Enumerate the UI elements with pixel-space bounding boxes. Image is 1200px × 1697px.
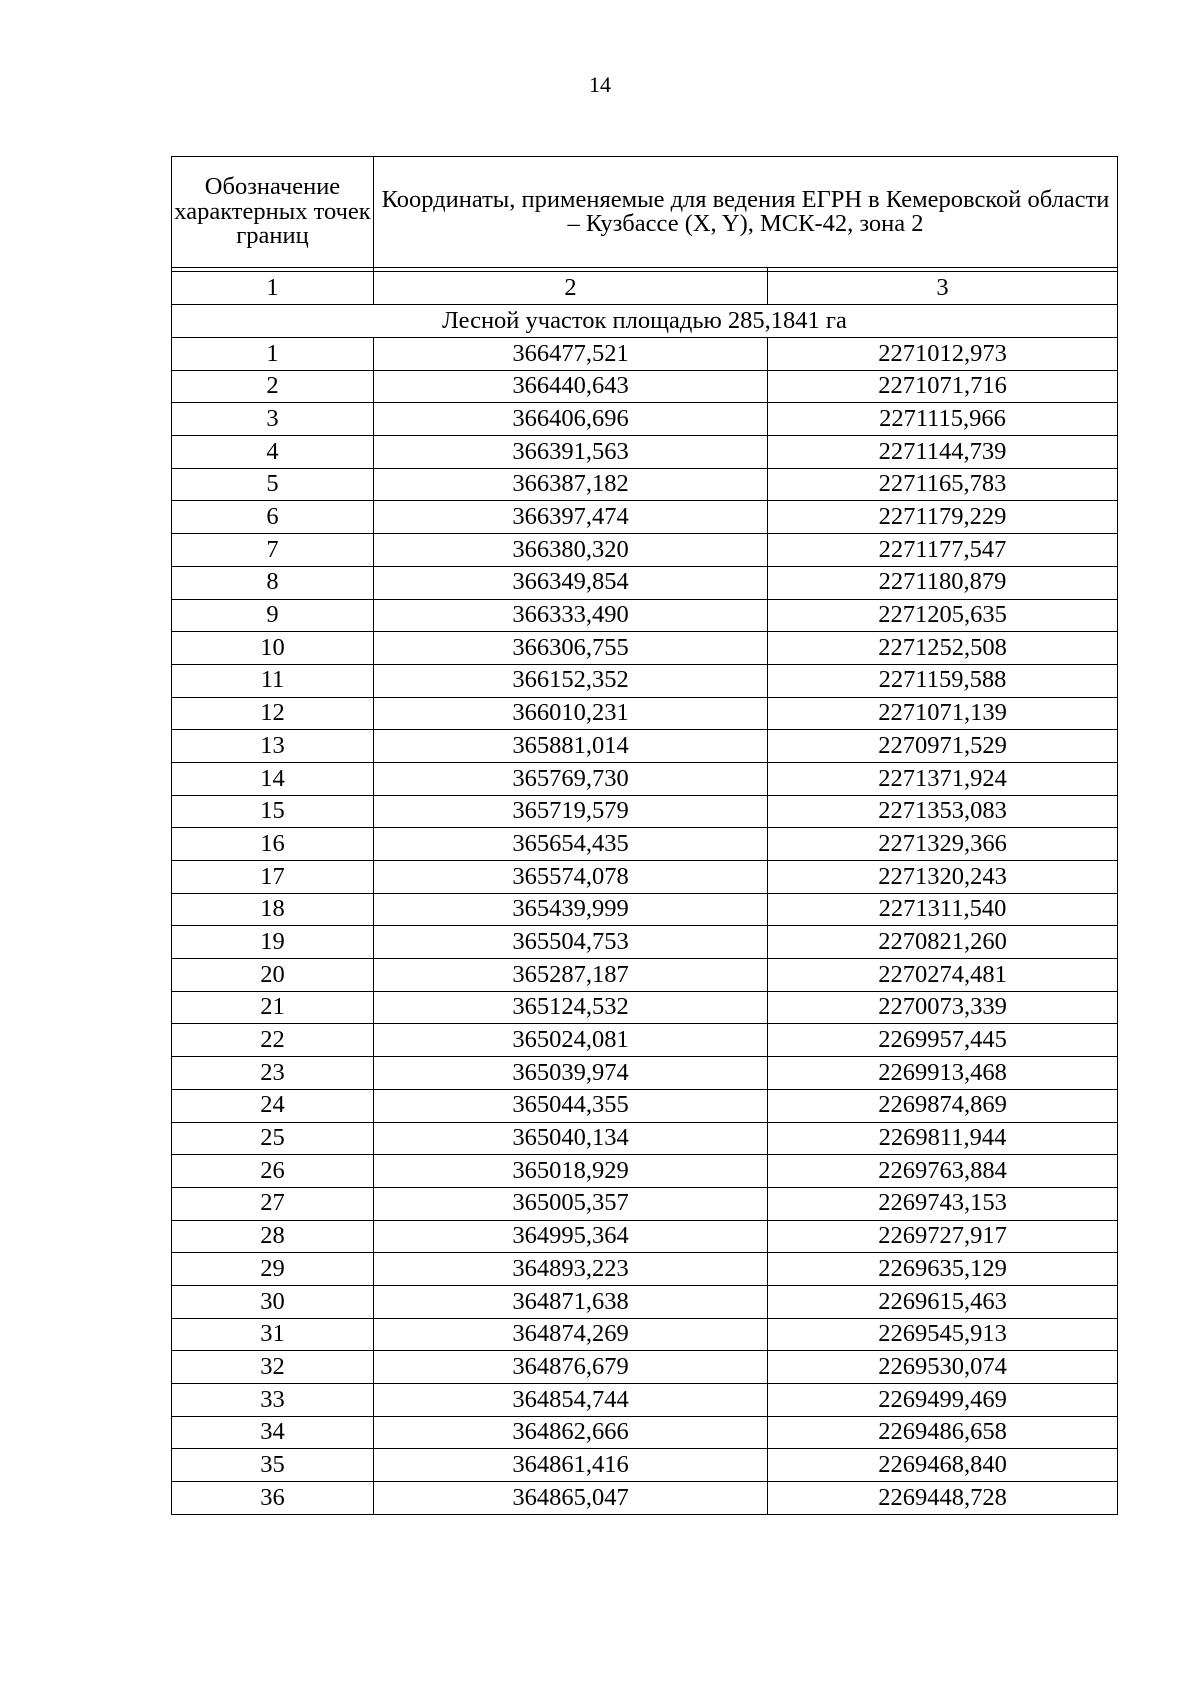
table-row — [172, 534, 1118, 567]
point-number-cell: 22 — [172, 1024, 374, 1057]
x-coordinate-cell: 365287,187 — [374, 959, 768, 992]
point-number-cell: 2 — [172, 370, 374, 403]
x-coordinate-cell: 364862,666 — [374, 1416, 768, 1449]
table-row — [172, 991, 1118, 1024]
y-coordinate-cell: 2271165,783 — [768, 468, 1118, 501]
x-coordinate-cell: 366406,696 — [374, 403, 768, 436]
table-row — [172, 566, 1118, 599]
table-row — [172, 1253, 1118, 1286]
x-coordinate-cell: 366380,320 — [374, 534, 768, 567]
x-coordinate-cell: 365024,081 — [374, 1024, 768, 1057]
y-coordinate-cell: 2269486,658 — [768, 1416, 1118, 1449]
x-coordinate-cell: 366306,755 — [374, 632, 768, 665]
table-row — [172, 501, 1118, 534]
table-row — [172, 1384, 1118, 1417]
y-coordinate-cell: 2271159,588 — [768, 664, 1118, 697]
y-coordinate-cell: 2271179,229 — [768, 501, 1118, 534]
y-coordinate-cell: 2271311,540 — [768, 893, 1118, 926]
x-coordinate-cell: 365044,355 — [374, 1089, 768, 1122]
point-number-cell: 19 — [172, 926, 374, 959]
point-number-cell: 1 — [172, 338, 374, 371]
x-coordinate-cell: 365769,730 — [374, 762, 768, 795]
table-row — [172, 370, 1118, 403]
x-coordinate-cell: 365124,532 — [374, 991, 768, 1024]
x-coordinate-cell: 364861,416 — [374, 1449, 768, 1482]
y-coordinate-cell: 2271180,879 — [768, 566, 1118, 599]
point-number-cell: 25 — [172, 1122, 374, 1155]
table-row — [172, 338, 1118, 371]
x-coordinate-cell: 365881,014 — [374, 730, 768, 763]
table-row — [172, 1318, 1118, 1351]
y-coordinate-cell: 2269957,445 — [768, 1024, 1118, 1057]
column-number-2: 2 — [374, 272, 768, 305]
point-number-cell: 8 — [172, 566, 374, 599]
point-number-cell: 6 — [172, 501, 374, 534]
y-coordinate-cell: 2271012,973 — [768, 338, 1118, 371]
table-row — [172, 1351, 1118, 1384]
point-number-cell: 33 — [172, 1384, 374, 1417]
y-coordinate-cell: 2271320,243 — [768, 861, 1118, 894]
table-row — [172, 632, 1118, 665]
x-coordinate-cell: 366387,182 — [374, 468, 768, 501]
point-number-cell: 23 — [172, 1057, 374, 1090]
x-coordinate-cell: 365574,078 — [374, 861, 768, 894]
x-coordinate-cell: 364995,364 — [374, 1220, 768, 1253]
point-number-cell: 36 — [172, 1482, 374, 1515]
x-coordinate-cell: 364876,679 — [374, 1351, 768, 1384]
column-number-3: 3 — [768, 272, 1118, 305]
x-coordinate-cell: 364854,744 — [374, 1384, 768, 1417]
point-number-cell: 21 — [172, 991, 374, 1024]
x-coordinate-cell: 365005,357 — [374, 1187, 768, 1220]
x-coordinate-cell: 366349,854 — [374, 566, 768, 599]
point-number-cell: 27 — [172, 1187, 374, 1220]
section-row — [172, 305, 1118, 338]
y-coordinate-cell: 2269727,917 — [768, 1220, 1118, 1253]
table-row — [172, 1024, 1118, 1057]
y-coordinate-cell: 2271371,924 — [768, 762, 1118, 795]
point-number-cell: 17 — [172, 861, 374, 894]
point-number-cell: 12 — [172, 697, 374, 730]
point-number-cell: 4 — [172, 436, 374, 469]
x-coordinate-cell: 366333,490 — [374, 599, 768, 632]
x-coordinate-cell: 364871,638 — [374, 1285, 768, 1318]
point-number-cell: 5 — [172, 468, 374, 501]
y-coordinate-cell: 2271071,139 — [768, 697, 1118, 730]
coordinates-table — [171, 156, 1118, 1515]
table-row — [172, 1416, 1118, 1449]
table-row — [172, 1285, 1118, 1318]
y-coordinate-cell: 2269763,884 — [768, 1155, 1118, 1188]
table-row — [172, 730, 1118, 763]
table-row — [172, 1449, 1118, 1482]
table-row — [172, 403, 1118, 436]
table-row — [172, 697, 1118, 730]
column-number-1: 1 — [172, 272, 374, 305]
y-coordinate-cell: 2271252,508 — [768, 632, 1118, 665]
x-coordinate-cell: 364865,047 — [374, 1482, 768, 1515]
table-row — [172, 1122, 1118, 1155]
header-coordinates: Координаты, применяемые для ведения ЕГРН в Кемеровской области – Кузбассе (X, Y), МСК-42, зона 2 — [374, 157, 1118, 268]
y-coordinate-cell: 2271115,966 — [768, 403, 1118, 436]
point-number-cell: 18 — [172, 893, 374, 926]
table-row — [172, 959, 1118, 992]
x-coordinate-cell: 365504,753 — [374, 926, 768, 959]
table-row — [172, 468, 1118, 501]
point-number-cell: 31 — [172, 1318, 374, 1351]
point-number-cell: 32 — [172, 1351, 374, 1384]
point-number-cell: 9 — [172, 599, 374, 632]
x-coordinate-cell: 365439,999 — [374, 893, 768, 926]
table-row — [172, 436, 1118, 469]
y-coordinate-cell: 2271144,739 — [768, 436, 1118, 469]
table-row — [172, 1089, 1118, 1122]
y-coordinate-cell: 2271177,547 — [768, 534, 1118, 567]
y-coordinate-cell: 2271205,635 — [768, 599, 1118, 632]
header-point-designation: Обозначение характерных точек границ — [172, 157, 374, 268]
table-row — [172, 1057, 1118, 1090]
point-number-cell: 29 — [172, 1253, 374, 1286]
table-row — [172, 1220, 1118, 1253]
x-coordinate-cell: 366477,521 — [374, 338, 768, 371]
y-coordinate-cell: 2269448,728 — [768, 1482, 1118, 1515]
y-coordinate-cell: 2269545,913 — [768, 1318, 1118, 1351]
y-coordinate-cell: 2269468,840 — [768, 1449, 1118, 1482]
point-number-cell: 13 — [172, 730, 374, 763]
point-number-cell: 28 — [172, 1220, 374, 1253]
point-number-cell: 7 — [172, 534, 374, 567]
point-number-cell: 35 — [172, 1449, 374, 1482]
y-coordinate-cell: 2269499,469 — [768, 1384, 1118, 1417]
x-coordinate-cell: 365654,435 — [374, 828, 768, 861]
y-coordinate-cell: 2269615,463 — [768, 1285, 1118, 1318]
y-coordinate-cell: 2269743,153 — [768, 1187, 1118, 1220]
table-row — [172, 1155, 1118, 1188]
y-coordinate-cell: 2271353,083 — [768, 795, 1118, 828]
table-row — [172, 599, 1118, 632]
table-row — [172, 893, 1118, 926]
table-row — [172, 828, 1118, 861]
y-coordinate-cell: 2270971,529 — [768, 730, 1118, 763]
x-coordinate-cell: 366010,231 — [374, 697, 768, 730]
y-coordinate-cell: 2269635,129 — [768, 1253, 1118, 1286]
x-coordinate-cell: 365018,929 — [374, 1155, 768, 1188]
point-number-cell: 24 — [172, 1089, 374, 1122]
table-row — [172, 861, 1118, 894]
table-row — [172, 664, 1118, 697]
point-number-cell: 34 — [172, 1416, 374, 1449]
y-coordinate-cell: 2270274,481 — [768, 959, 1118, 992]
point-number-cell: 3 — [172, 403, 374, 436]
x-coordinate-cell: 364874,269 — [374, 1318, 768, 1351]
column-number-row — [172, 272, 1118, 305]
x-coordinate-cell: 366397,474 — [374, 501, 768, 534]
y-coordinate-cell: 2269874,869 — [768, 1089, 1118, 1122]
y-coordinate-cell: 2271071,716 — [768, 370, 1118, 403]
table-row — [172, 1187, 1118, 1220]
x-coordinate-cell: 365040,134 — [374, 1122, 768, 1155]
point-number-cell: 11 — [172, 664, 374, 697]
point-number-cell: 16 — [172, 828, 374, 861]
point-number-cell: 10 — [172, 632, 374, 665]
point-number-cell: 20 — [172, 959, 374, 992]
y-coordinate-cell: 2269530,074 — [768, 1351, 1118, 1384]
point-number-cell: 26 — [172, 1155, 374, 1188]
table-row — [172, 795, 1118, 828]
page-number: 14 — [589, 72, 611, 97]
point-number-cell: 15 — [172, 795, 374, 828]
table-row — [172, 762, 1118, 795]
y-coordinate-cell: 2269811,944 — [768, 1122, 1118, 1155]
y-coordinate-cell: 2270073,339 — [768, 991, 1118, 1024]
table-row — [172, 926, 1118, 959]
x-coordinate-cell: 365719,579 — [374, 795, 768, 828]
point-number-cell: 30 — [172, 1285, 374, 1318]
x-coordinate-cell: 366152,352 — [374, 664, 768, 697]
y-coordinate-cell: 2269913,468 — [768, 1057, 1118, 1090]
table-header-row — [172, 157, 1118, 268]
y-coordinate-cell: 2271329,366 — [768, 828, 1118, 861]
section-title: Лесной участок площадью 285,1841 га — [172, 305, 1118, 338]
table-row — [172, 1482, 1118, 1515]
x-coordinate-cell: 366440,643 — [374, 370, 768, 403]
x-coordinate-cell: 364893,223 — [374, 1253, 768, 1286]
point-number-cell: 14 — [172, 762, 374, 795]
x-coordinate-cell: 366391,563 — [374, 436, 768, 469]
x-coordinate-cell: 365039,974 — [374, 1057, 768, 1090]
y-coordinate-cell: 2270821,260 — [768, 926, 1118, 959]
